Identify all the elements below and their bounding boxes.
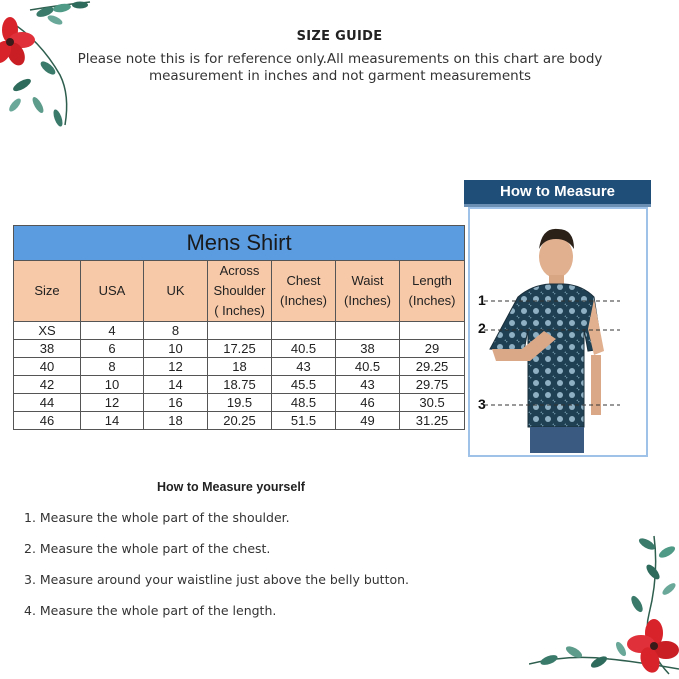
cell: XS	[14, 322, 81, 340]
cell: 6	[81, 340, 144, 358]
cell: 49	[336, 412, 400, 430]
cell: 31.25	[400, 412, 465, 430]
cell: 4	[81, 322, 144, 340]
cell: 14	[144, 376, 208, 394]
cell: 48.5	[272, 394, 336, 412]
floral-decoration-icon	[529, 534, 679, 679]
col-across-shoulder: Across Shoulder ( Inches)	[208, 261, 272, 322]
cell: 40	[14, 358, 81, 376]
table-row	[14, 322, 465, 340]
marker-1: 1	[478, 292, 486, 308]
cell: 40.5	[272, 340, 336, 358]
table-row	[14, 394, 465, 412]
cell	[272, 322, 336, 340]
cell: 12	[81, 394, 144, 412]
how-to-measure-yourself-title: How to Measure yourself	[157, 480, 305, 494]
list-item: 2. Measure the whole part of the chest.	[24, 541, 271, 556]
cell: 19.5	[208, 394, 272, 412]
cell	[336, 322, 400, 340]
cell: 14	[81, 412, 144, 430]
cell: 38	[336, 340, 400, 358]
table-row	[14, 340, 465, 358]
cell: 43	[336, 376, 400, 394]
note-line-2: measurement in inches and not garment measurements	[148, 68, 532, 84]
cell: 8	[144, 322, 208, 340]
col-chest: Chest (Inches)	[272, 261, 336, 322]
cell	[208, 322, 272, 340]
cell: 17.25	[208, 340, 272, 358]
table-caption: Mens Shirt	[14, 226, 465, 261]
table-row	[14, 376, 465, 394]
cell: 16	[144, 394, 208, 412]
cell: 29.25	[400, 358, 465, 376]
note-line-1: Please note this is for reference only.All measurements on this chart are body	[77, 51, 603, 67]
cell	[400, 322, 465, 340]
col-usa: USA	[81, 261, 144, 322]
cell: 18	[144, 412, 208, 430]
list-item: 4. Measure the whole part of the length.	[24, 603, 277, 618]
cell: 20.25	[208, 412, 272, 430]
table-row	[14, 412, 465, 430]
marker-3: 3	[478, 396, 486, 412]
size-guide-title: SIZE GUIDE	[296, 29, 383, 44]
col-size: Size	[14, 261, 81, 322]
cell: 46	[14, 412, 81, 430]
cell: 10	[144, 340, 208, 358]
cell: 42	[14, 376, 81, 394]
list-item: 3. Measure around your waistline just above the belly button.	[24, 572, 410, 587]
list-item: 1. Measure the whole part of the shoulder.	[24, 510, 290, 525]
reference-note	[70, 51, 610, 85]
cell: 29	[400, 340, 465, 358]
cell: 51.5	[272, 412, 336, 430]
cell: 40.5	[336, 358, 400, 376]
cell: 8	[81, 358, 144, 376]
cell: 46	[336, 394, 400, 412]
cell: 30.5	[400, 394, 465, 412]
cell: 18	[208, 358, 272, 376]
col-length: Length (Inches)	[400, 261, 465, 322]
shirt-model-illustration	[470, 209, 646, 455]
measure-steps-list	[24, 510, 409, 634]
table-row	[14, 358, 465, 376]
cell: 29.75	[400, 376, 465, 394]
marker-2: 2	[478, 320, 486, 336]
how-to-measure-label: How to Measure	[464, 180, 651, 207]
cell: 45.5	[272, 376, 336, 394]
cell: 10	[81, 376, 144, 394]
cell: 44	[14, 394, 81, 412]
col-waist: Waist (Inches)	[336, 261, 400, 322]
col-uk: UK	[144, 261, 208, 322]
cell: 12	[144, 358, 208, 376]
cell: 43	[272, 358, 336, 376]
size-chart-table	[13, 225, 464, 430]
cell: 38	[14, 340, 81, 358]
model-photo	[468, 207, 648, 457]
table-header-row	[14, 261, 465, 322]
cell: 18.75	[208, 376, 272, 394]
